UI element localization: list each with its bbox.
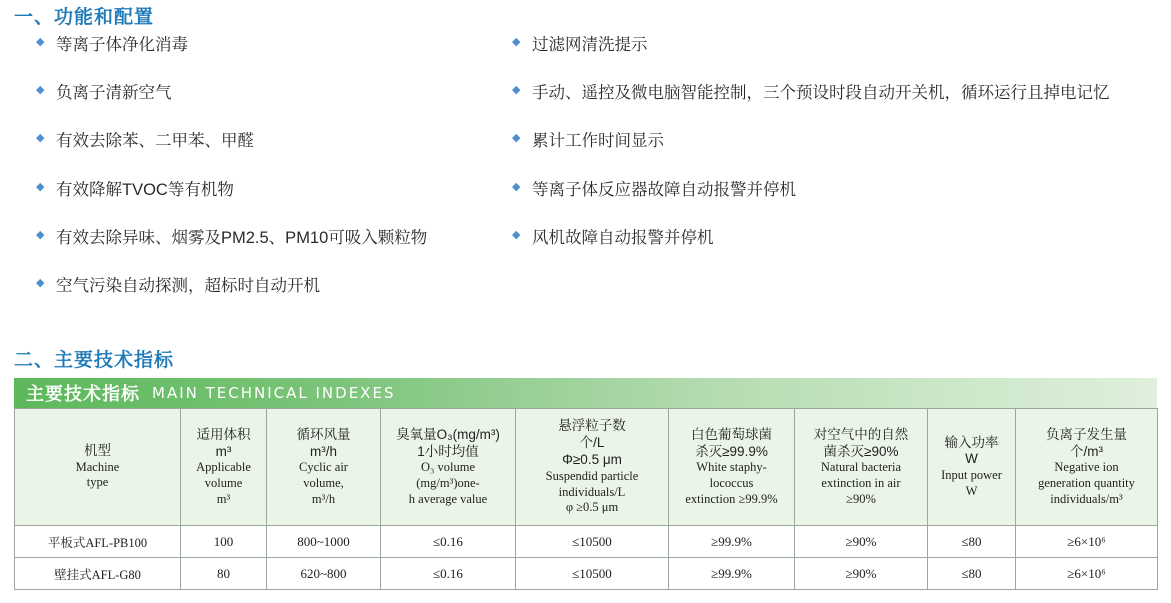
cell-particles: ≤10500 bbox=[516, 558, 669, 590]
cell-natural: ≥90% bbox=[795, 526, 928, 558]
cell-power: ≤80 bbox=[928, 558, 1016, 590]
diamond-bullet-icon: ◆ bbox=[36, 36, 45, 48]
column-header-applicable-volume bbox=[181, 409, 267, 526]
header-en: Input power W bbox=[941, 468, 1002, 498]
header-cn: 适用体积 m³ bbox=[196, 426, 251, 459]
feature-text: 手动、遥控及微电脑智能控制，三个预设时段自动开关机，循环运行且掉电记忆 bbox=[532, 84, 1110, 103]
features-column-left bbox=[36, 32, 506, 321]
feature-item bbox=[512, 177, 1162, 204]
cell-natural: ≥90% bbox=[795, 558, 928, 590]
cell-volume: 80 bbox=[181, 558, 267, 590]
column-header-machine-type bbox=[15, 409, 181, 526]
column-header-suspended-particles bbox=[516, 409, 669, 526]
feature-item bbox=[36, 128, 506, 155]
diamond-bullet-icon: ◆ bbox=[36, 84, 45, 97]
features-column-right bbox=[512, 32, 1162, 273]
cell-anion: ≥6×10⁶ bbox=[1016, 526, 1158, 558]
cell-model: 壁挂式AFL-G80 bbox=[15, 558, 181, 590]
table-row bbox=[15, 526, 1158, 558]
feature-item bbox=[36, 32, 506, 59]
header-cn: 负离子发生量 个/m³ bbox=[1046, 426, 1127, 459]
feature-text: 有效去除苯、二甲苯、甲醛 bbox=[56, 132, 254, 151]
cell-anion: ≥6×10⁶ bbox=[1016, 558, 1158, 590]
header-cn: 循环风量 m³/h bbox=[296, 426, 351, 459]
header-en: Natural bacteria extinction in air ≥90% bbox=[820, 460, 902, 506]
feature-text: 有效降解TVOC等有机物 bbox=[56, 180, 234, 199]
diamond-bullet-icon: ◆ bbox=[36, 180, 45, 193]
feature-item bbox=[36, 177, 506, 204]
diamond-bullet-icon: ◆ bbox=[512, 84, 521, 97]
feature-item bbox=[36, 273, 506, 300]
spec-table bbox=[14, 408, 1158, 590]
features-section-title: 一、功能和配置 bbox=[14, 7, 155, 28]
header-en: Cyclic air volume, m³/h bbox=[299, 460, 348, 506]
cell-ozone: ≤0.16 bbox=[381, 526, 516, 558]
column-header-natural-bacteria bbox=[795, 409, 928, 526]
diamond-bullet-icon: ◆ bbox=[512, 228, 521, 241]
column-header-negative-ion bbox=[1016, 409, 1158, 526]
cell-model: 平板式AFL-PB100 bbox=[15, 526, 181, 558]
specs-section-title: 二、主要技术指标 bbox=[14, 350, 175, 371]
diamond-bullet-icon: ◆ bbox=[36, 277, 45, 290]
feature-text: 累计工作时间显示 bbox=[532, 132, 664, 151]
header-en: Machine type bbox=[75, 459, 120, 490]
header-cn: 输入功率 W bbox=[944, 434, 999, 467]
cell-staph: ≥99.9% bbox=[669, 526, 795, 558]
header-en: Suspendid particle individuals/L φ ≥0.5 μm bbox=[545, 468, 639, 515]
feature-text: 等离子体净化消毒 bbox=[56, 36, 188, 54]
feature-item bbox=[512, 32, 1162, 59]
spec-table-header-row bbox=[15, 409, 1158, 526]
cell-particles: ≤10500 bbox=[516, 526, 669, 558]
spec-table-banner bbox=[14, 378, 1157, 408]
header-en: O₃ volume (mg/m³)one- h average value bbox=[408, 460, 488, 506]
header-cn: 白色葡萄球菌 杀灭≥99.9% bbox=[691, 426, 772, 459]
header-en: Applicable volume m³ bbox=[196, 460, 251, 506]
header-cn: 对空气中的自然 菌杀灭≥90% bbox=[813, 426, 909, 459]
feature-text: 风机故障自动报警并停机 bbox=[532, 228, 714, 247]
header-cn: 机型 bbox=[84, 442, 111, 458]
feature-text: 负离子清新空气 bbox=[56, 84, 172, 103]
column-header-ozone-volume bbox=[381, 409, 516, 526]
feature-item bbox=[512, 80, 1162, 107]
cell-air: 800~1000 bbox=[267, 526, 381, 558]
feature-text: 空气污染自动探测，超标时自动开机 bbox=[56, 277, 320, 296]
cell-volume: 100 bbox=[181, 526, 267, 558]
feature-item bbox=[36, 80, 506, 107]
diamond-bullet-icon: ◆ bbox=[36, 228, 45, 241]
column-header-cyclic-air-volume bbox=[267, 409, 381, 526]
feature-text: 过滤网清洗提示 bbox=[532, 36, 648, 54]
header-cn: 臭氧量O₃(mg/m³) 1小时均值 bbox=[396, 426, 500, 459]
feature-text: 有效去除异味、烟雾及PM2.5、PM10可吸入颗粒物 bbox=[56, 228, 428, 247]
diamond-bullet-icon: ◆ bbox=[512, 36, 521, 48]
header-en: White staphy- lococcus extinction ≥99.9% bbox=[685, 460, 778, 506]
column-header-staphylococcus bbox=[669, 409, 795, 526]
header-en: Negative ion generation quantity individuals/m³ bbox=[1038, 460, 1135, 506]
features-list bbox=[0, 32, 1171, 296]
cell-power: ≤80 bbox=[928, 526, 1016, 558]
diamond-bullet-icon: ◆ bbox=[512, 132, 521, 145]
cell-air: 620~800 bbox=[267, 558, 381, 590]
feature-item bbox=[512, 225, 1162, 252]
column-header-input-power bbox=[928, 409, 1016, 526]
spec-banner-title-cn: 主要技术指标 bbox=[26, 384, 140, 404]
diamond-bullet-icon: ◆ bbox=[512, 180, 521, 193]
table-row bbox=[15, 558, 1158, 590]
feature-text: 等离子体反应器故障自动报警并停机 bbox=[532, 180, 796, 199]
feature-item bbox=[512, 128, 1162, 155]
spec-banner-title-en: MAIN TECHNICAL INDEXES bbox=[152, 384, 396, 402]
cell-ozone: ≤0.16 bbox=[381, 558, 516, 590]
diamond-bullet-icon: ◆ bbox=[36, 132, 45, 145]
cell-staph: ≥99.9% bbox=[669, 558, 795, 590]
feature-item bbox=[36, 225, 506, 252]
header-cn: 悬浮粒子数 个/L Φ≥0.5 μm bbox=[558, 418, 626, 467]
spec-table-block bbox=[14, 378, 1157, 590]
